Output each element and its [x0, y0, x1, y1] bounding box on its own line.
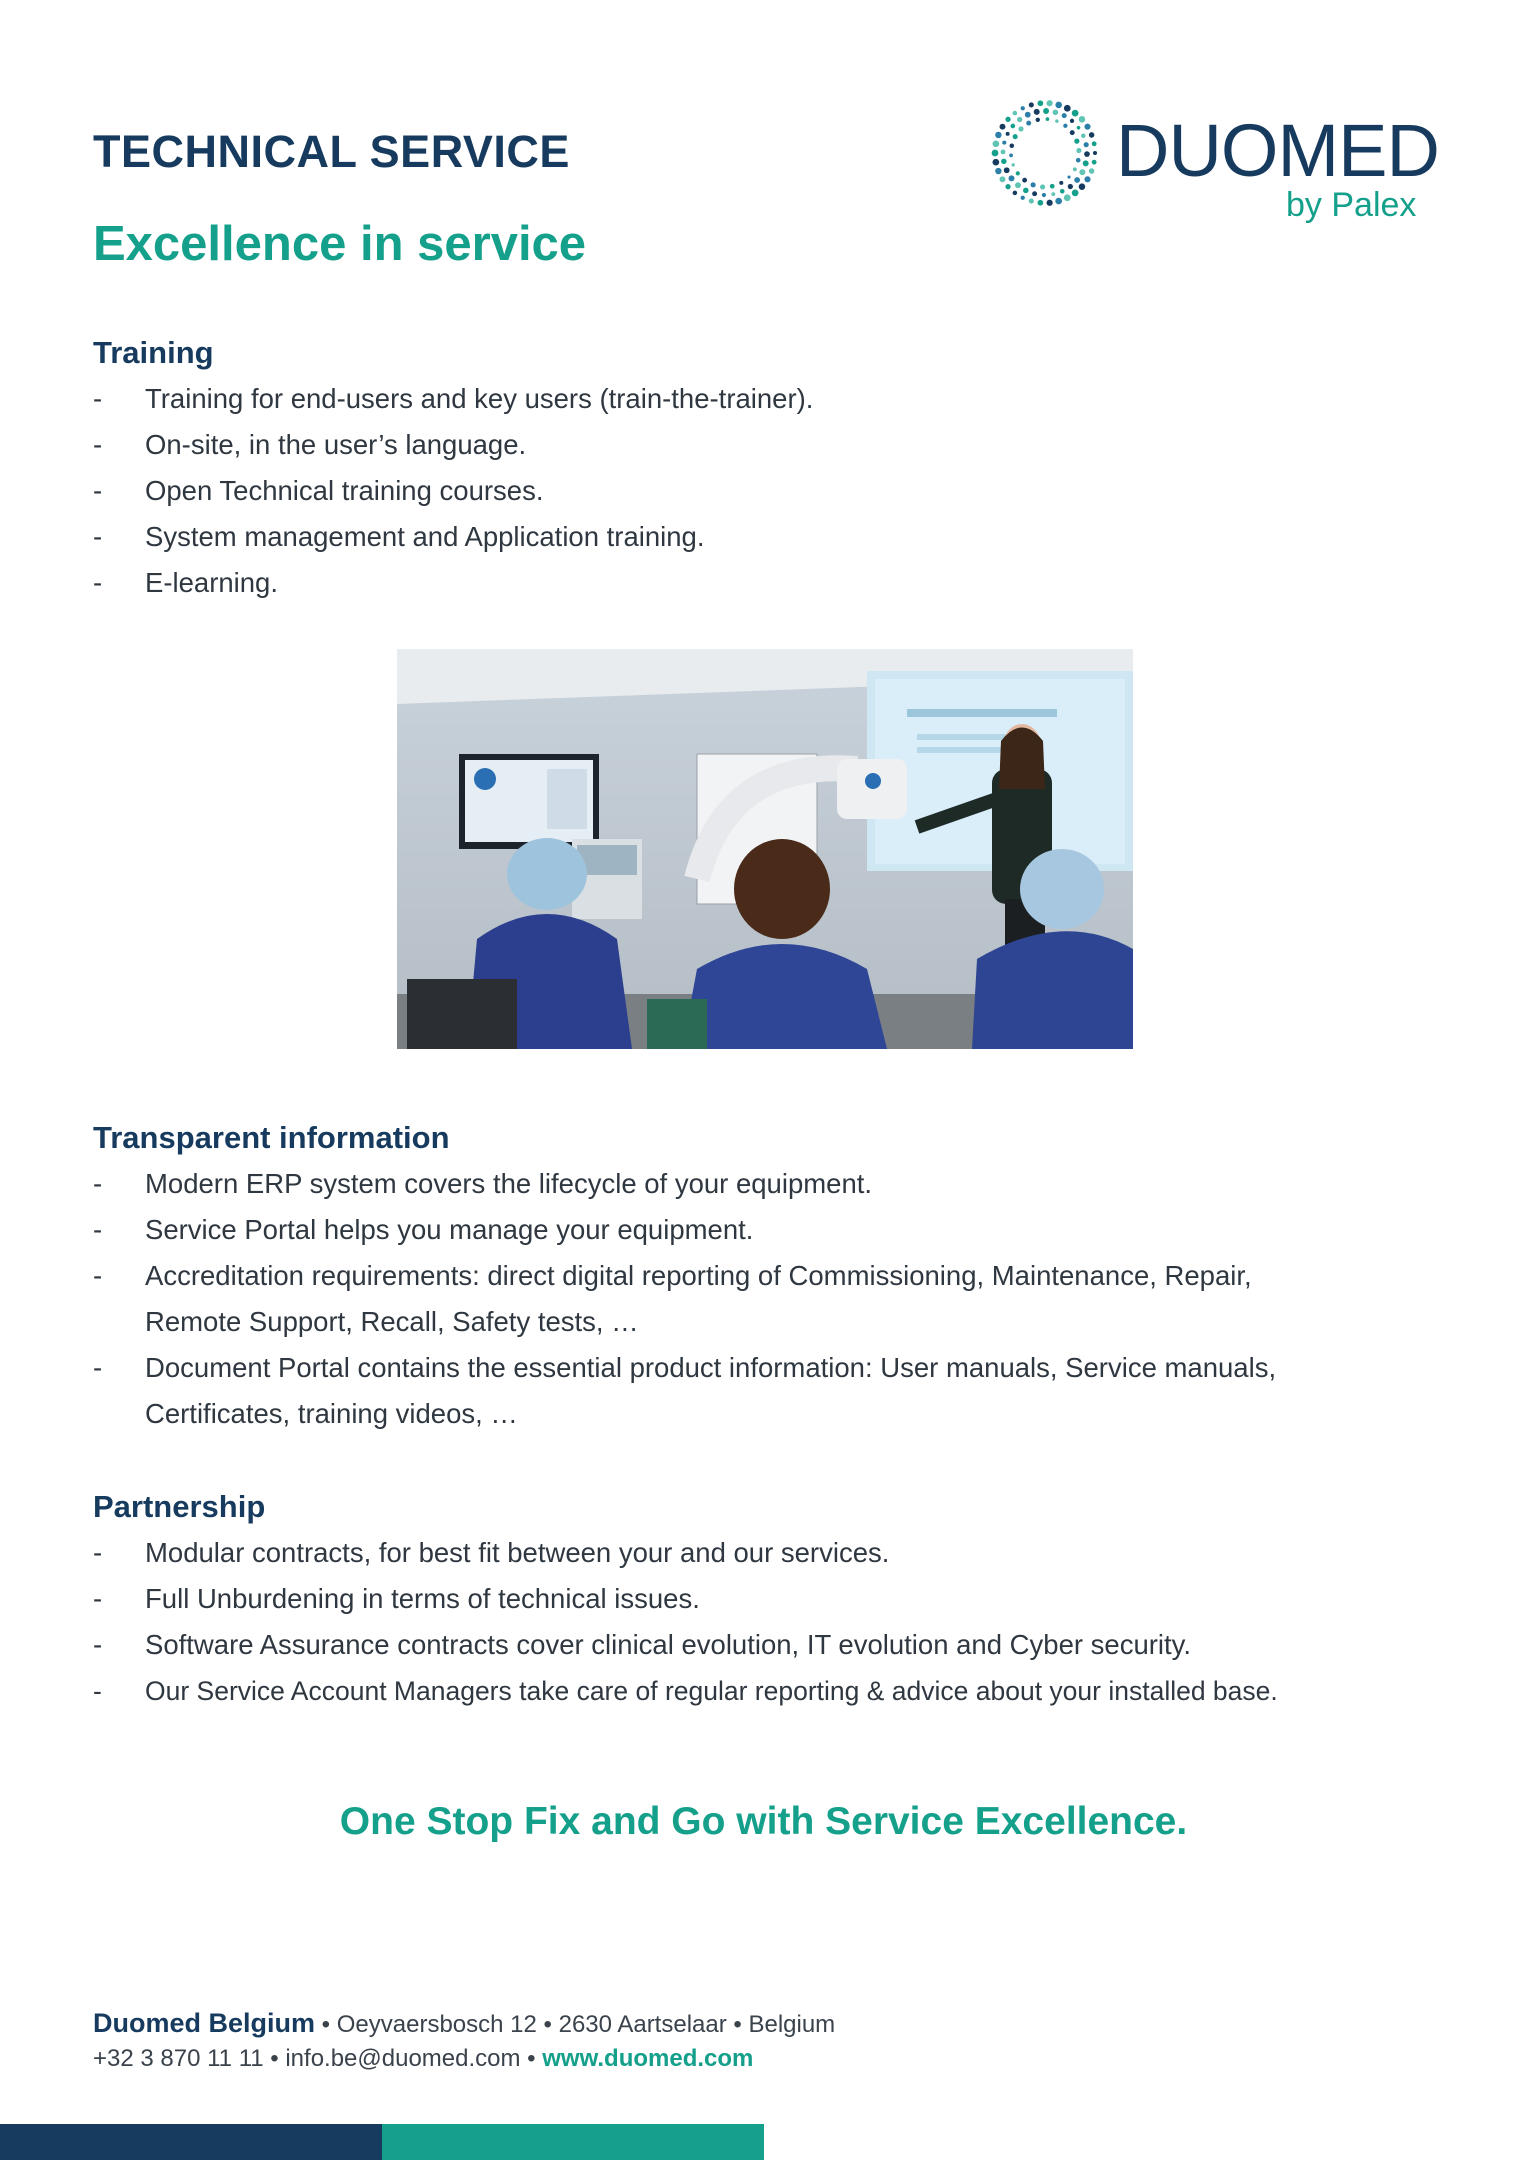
bullet-dash: -: [93, 1537, 103, 1568]
list-item: [93, 422, 1453, 468]
bullet-dash: -: [93, 1629, 103, 1660]
list-item: [93, 468, 1453, 514]
section-heading: Training: [93, 335, 214, 370]
training-photo: [397, 649, 1133, 1049]
list-item: [93, 1345, 1303, 1437]
bullet-list: [93, 376, 1453, 606]
bullet-list: [93, 1161, 1453, 1437]
bullet-list: [93, 1530, 1453, 1714]
bullet-dash: -: [93, 1168, 103, 1199]
list-item: [93, 1207, 1453, 1253]
list-item-text: Accreditation requirements: direct digital reporting of Commissioning, Maintenance, Repair, Remote Support, Recall, Safety tests, …: [145, 1260, 1252, 1337]
bottom-bar-navy: [0, 2124, 382, 2160]
logo-name: DUOMED: [1116, 109, 1439, 192]
list-item: [93, 1668, 1453, 1714]
list-item: [93, 1530, 1453, 1576]
section-heading: Partnership: [93, 1489, 266, 1524]
page-subtitle: Excellence in service: [93, 217, 587, 271]
footer-address-line: [93, 2006, 835, 2042]
footer-contact-line: [93, 2042, 835, 2076]
list-item-text: Software Assurance contracts cover clinical evolution, IT evolution and Cyber security.: [145, 1629, 1192, 1660]
footer-website-link[interactable]: www.duomed.com: [542, 2045, 754, 2072]
footer-phone-email: +32 3 870 11 11 • info.be@duomed.com •: [93, 2045, 543, 2072]
bullet-dash: -: [93, 1583, 103, 1614]
section-partnership: [93, 1484, 1453, 1714]
list-item-text: Open Technical training courses.: [145, 475, 544, 506]
footer-address: • Oeyvaersbosch 12 • 2630 Aartselaar • Belgium: [315, 2011, 836, 2038]
list-item: [93, 1622, 1453, 1668]
list-item: [93, 1576, 1453, 1622]
page-title: TECHNICAL SERVICE: [93, 126, 570, 177]
bullet-dash: -: [93, 383, 103, 414]
list-item-text: Service Portal helps you manage your equipment.: [145, 1214, 754, 1245]
training-photo-illustration: [397, 649, 1133, 1049]
bullet-dash: -: [93, 475, 103, 506]
bullet-dash: -: [93, 429, 103, 460]
list-item-text: Modular contracts, for best fit between your and our services.: [145, 1537, 890, 1568]
bullet-dash: -: [93, 1260, 103, 1291]
list-item-text: Modern ERP system covers the lifecycle of your equipment.: [145, 1168, 873, 1199]
bullet-dash: -: [93, 1352, 103, 1383]
list-item-text: Full Unburdening in terms of technical issues.: [145, 1583, 700, 1614]
list-item-text: Document Portal contains the essential product information: User manuals, Service manuals, Certificates, training videos, …: [145, 1352, 1277, 1429]
list-item-text: E-learning.: [145, 567, 278, 598]
section-transparent-information: [93, 1115, 1453, 1437]
list-item: [93, 376, 1453, 422]
logo-ring-icon: [990, 98, 1100, 208]
list-item-text: Our Service Account Managers take care of regular reporting & advice about your installed base.: [145, 1676, 1278, 1706]
footer: [93, 2006, 835, 2076]
list-item: [93, 1161, 1453, 1207]
list-item-text: On-site, in the user’s language.: [145, 429, 527, 460]
bottom-bar-teal: [382, 2124, 764, 2160]
list-item: [93, 514, 1453, 560]
list-item-text: System management and Application training.: [145, 521, 705, 552]
logo-subname: by Palex: [1286, 186, 1417, 224]
list-item: [93, 1253, 1283, 1345]
section-heading: Transparent information: [93, 1120, 450, 1155]
bullet-dash: -: [93, 1214, 103, 1245]
footer-company: Duomed Belgium: [93, 2008, 316, 2038]
section-training: [93, 330, 1453, 606]
bullet-dash: -: [93, 521, 103, 552]
tagline: One Stop Fix and Go with Service Excellence.: [339, 1800, 1188, 1843]
list-item-text: Training for end-users and key users (train-the-trainer).: [145, 383, 814, 414]
bullet-dash: -: [93, 1676, 102, 1706]
bullet-dash: -: [93, 567, 103, 598]
duomed-logo: [990, 98, 1440, 228]
list-item: [93, 560, 1453, 606]
